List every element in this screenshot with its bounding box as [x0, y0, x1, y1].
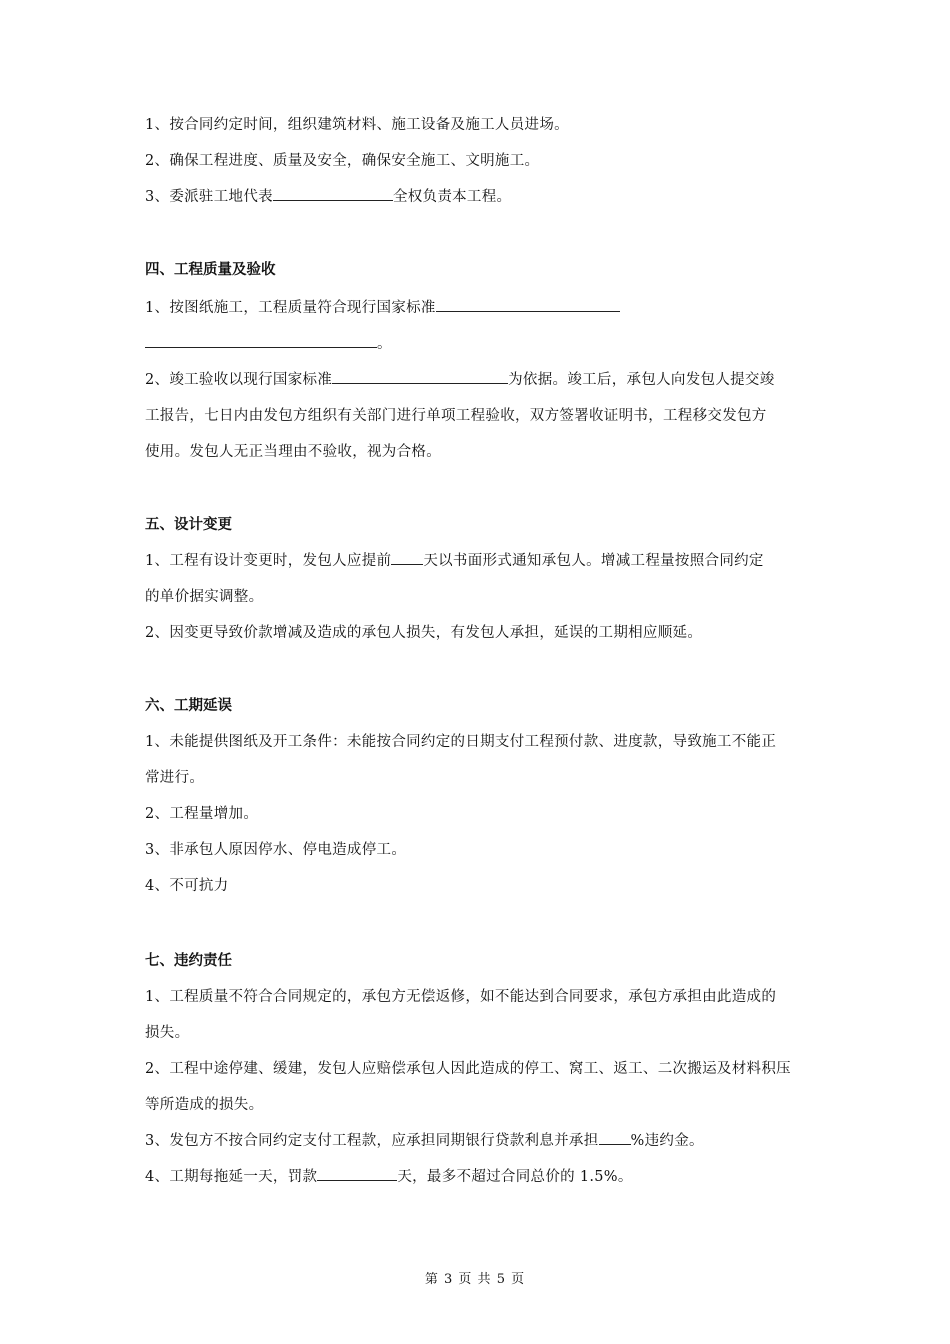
s3-item3 [145, 179, 511, 215]
s7-item3 [145, 1123, 704, 1159]
acceptance-standard-blank [332, 369, 508, 384]
s4-item2 [145, 362, 775, 398]
s4-item1-post: 。 [377, 336, 392, 352]
s4-item2-line3: 使用。发包人无正当理由不验收，视为合格。 [145, 444, 441, 460]
s7-item1-line2: 损失。 [145, 1025, 190, 1041]
penalty-percent-blank [599, 1130, 631, 1145]
standard-blank-2 [145, 333, 377, 348]
section7-title: 七、违约责任 [145, 953, 232, 969]
s4-item2-mid: 为依据。竣工后，承包人向发包人提交竣 [508, 372, 775, 388]
s7-item2-line2: 等所造成的损失。 [145, 1097, 264, 1113]
s5-item2: 2、因变更导致价款增减及造成的承包人损失，有发包人承担，延误的工期相应顺延。 [145, 625, 703, 641]
s3-item1: 1、按合同约定时间，组织建筑材料、施工设备及施工人员进场。 [145, 117, 569, 133]
daily-fine-blank [317, 1166, 397, 1181]
s5-item1-line2: 的单价据实调整。 [145, 589, 264, 605]
s7-item4-pre: 4、工期每拖延一天，罚款 [145, 1169, 318, 1185]
page-footer: 第 3 页 共 5 页 [424, 1272, 526, 1287]
s6-item2: 2、工程量增加。 [145, 806, 259, 822]
s7-item1-line1: 1、工程质量不符合合同规定的，承包方无偿返修，如不能达到合同要求，承包方承担由此造成的 [145, 989, 777, 1005]
s6-item3: 3、非承包人原因停水、停电造成停工。 [145, 842, 407, 858]
s5-item1 [145, 543, 764, 579]
s6-item4: 4、不可抗力 [145, 878, 229, 894]
s3-item3-pre: 3、委派驻工地代表 [145, 189, 273, 205]
s7-item4-post: 天，最多不超过合同总价的 1.5%。 [397, 1169, 633, 1185]
s4-item1-cont [145, 326, 392, 362]
representative-blank [273, 186, 393, 201]
s7-item4 [145, 1159, 633, 1195]
s7-item3-post: %违约金。 [630, 1133, 704, 1149]
s4-item1 [145, 290, 620, 326]
s6-item1-line1: 1、未能提供图纸及开工条件：未能按合同约定的日期支付工程预付款、进度款，导致施工不能正 [145, 734, 777, 750]
s3-item2: 2、确保工程进度、质量及安全，确保安全施工、文明施工。 [145, 153, 540, 169]
s5-item1-post: 天以书面形式通知承包人。增减工程量按照合同约定 [423, 553, 764, 569]
s7-item3-pre: 3、发包方不按合同约定支付工程款，应承担同期银行贷款利息并承担 [145, 1133, 599, 1149]
s7-item2-line1: 2、工程中途停建、缓建，发包人应赔偿承包人因此造成的停工、窝工、返工、二次搬运及材料积压 [145, 1061, 791, 1077]
section5-title: 五、设计变更 [145, 517, 232, 533]
notice-days-blank [391, 550, 423, 565]
s3-item3-post: 全权负责本工程。 [392, 189, 512, 205]
section4-title: 四、工程质量及验收 [145, 262, 276, 278]
s4-item2-pre: 2、竣工验收以现行国家标准 [145, 372, 333, 388]
s4-item2-line2: 工报告，七日内由发包方组织有关部门进行单项工程验收，双方签署收证明书，工程移交发包方 [145, 408, 767, 424]
s6-item1-line2: 常进行。 [145, 770, 205, 786]
s4-item1-pre: 1、按图纸施工，工程质量符合现行国家标准 [145, 300, 436, 316]
s5-item1-pre: 1、工程有设计变更时，发包人应提前 [145, 553, 392, 569]
section6-title: 六、工期延误 [145, 698, 232, 714]
standard-blank-1 [436, 297, 620, 312]
